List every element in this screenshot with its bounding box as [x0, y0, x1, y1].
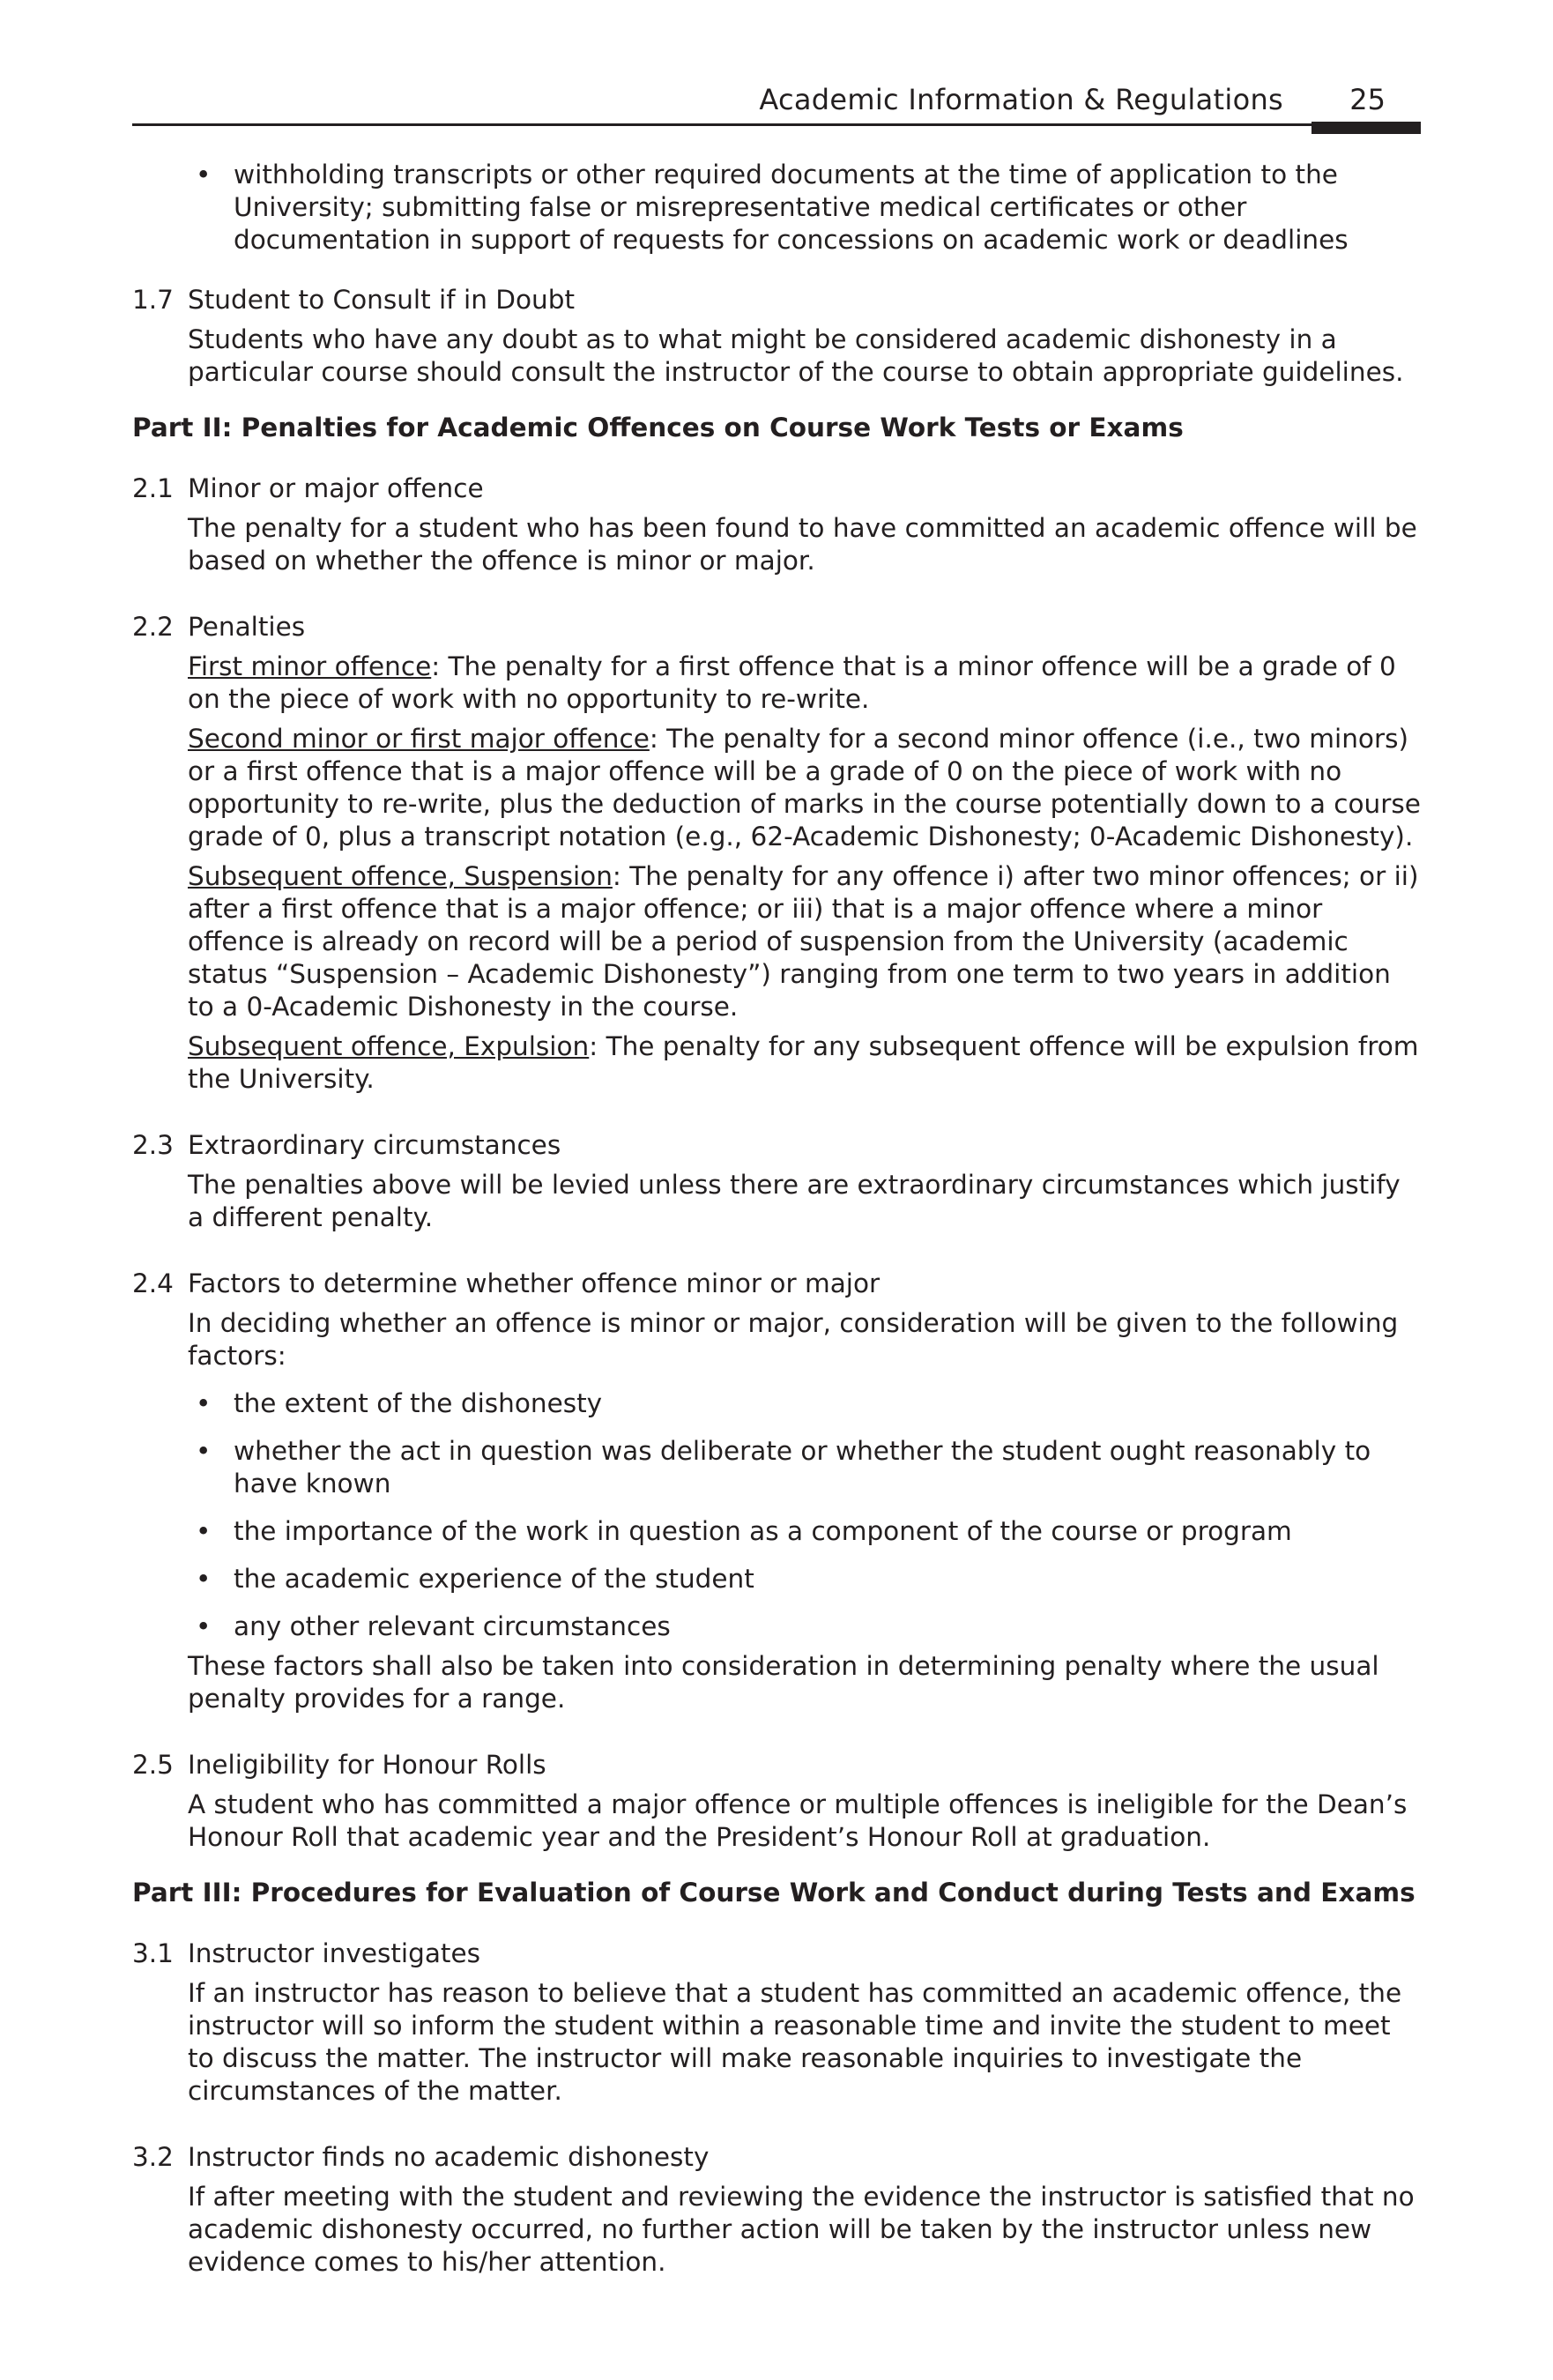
penalty-label: Subsequent offence, Suspension — [188, 861, 613, 891]
section-2-5-body: A student who has committed a major offence or multiple offences is ineligible for the Dean’s Honour Roll that academic year and the President’s Honour Roll at graduation. — [188, 1789, 1408, 1852]
section-number: 3.2 — [132, 2142, 174, 2172]
header-title: Academic Information & Regulations — [759, 83, 1283, 116]
section-2-4-outro: These factors shall also be taken into consideration in determining penalty where the usual penalty provides for a range. — [188, 1651, 1379, 1714]
section-number: 2.3 — [132, 1130, 174, 1160]
section-1-7-heading — [132, 284, 1421, 316]
penalty-label: First minor offence — [188, 651, 432, 681]
running-header — [132, 78, 1421, 126]
list-item-text: withholding transcripts or other required documents at the time of application to the University; submitting false or misrepresentative medical certificates or other documentation in support of requests for concessions on academic work or deadlines — [234, 160, 1349, 255]
section-2-3-heading — [132, 1129, 1421, 1162]
section-number: 2.2 — [132, 612, 174, 642]
section-3-1-body: If an instructor has reason to believe that a student has committed an academic offence, the instructor will so inform the student within a reasonable time and invite the student to meet to discuss the matter. The instructor will make reasonable inquiries to investigate the circumstances of the matter. — [188, 1978, 1402, 2106]
list-item-text: the academic experience of the student — [234, 1564, 754, 1594]
bullet-icon: • — [196, 1436, 212, 1466]
section-title: Instructor investigates — [188, 1938, 481, 1968]
list-item-text: whether the act in question was deliberate or whether the student ought reasonably to have known — [234, 1436, 1371, 1499]
penalty-text: : The penalty for any subsequent offence will be expulsion from the University. — [188, 1031, 1419, 1094]
list-item — [132, 1435, 1421, 1500]
penalty-suspension — [132, 860, 1421, 1023]
bullet-icon: • — [196, 1611, 212, 1641]
list-item-text: the importance of the work in question as a component of the course or program — [234, 1516, 1292, 1546]
section-3-2-heading — [132, 2141, 1421, 2174]
list-item — [132, 159, 1421, 257]
section-title: Penalties — [188, 612, 306, 642]
penalty-second-minor — [132, 723, 1421, 853]
section-1-7-body: Students who have any doubt as to what might be considered academic dishonesty in a particular course should consult the instructor of the course to obtain appropriate guidelines. — [188, 324, 1404, 387]
list-item-text: the extent of the dishonesty — [234, 1388, 603, 1418]
penalty-first-minor — [132, 651, 1421, 716]
section-3-1-heading — [132, 1937, 1421, 1970]
bullet-icon: • — [196, 1388, 212, 1418]
section-2-5-heading — [132, 1749, 1421, 1781]
penalty-text: : The penalty for any offence i) after two minor offences; or ii) after a first offence that is a major offence; or iii) that is a major offence where a minor offence is already on record will be a period of suspension from the University (academic status “Suspension – Academic Dishonesty”) ranging from one term to two years in addition to a 0-Academic Dishonesty in the course. — [188, 861, 1419, 1022]
section-number: 2.5 — [132, 1750, 174, 1780]
section-2-1-body: The penalty for a student who has been found to have committed an academic offence will be based on whether the offence is minor or major. — [188, 513, 1417, 576]
penalty-label: Second minor or first major offence — [188, 724, 650, 754]
list-item — [132, 1515, 1421, 1548]
page-number: 25 — [1349, 83, 1386, 116]
section-2-4-intro: In deciding whether an offence is minor or major, consideration will be given to the following factors: — [188, 1308, 1399, 1371]
bullet-icon: • — [196, 1564, 212, 1594]
section-title: Extraordinary circumstances — [188, 1130, 561, 1160]
section-2-2-heading — [132, 611, 1421, 643]
page-body — [132, 159, 1421, 2286]
section-number: 1.7 — [132, 285, 174, 315]
section-3-2-body: If after meeting with the student and reviewing the evidence the instructor is satisfied that no academic dishonesty occurred, no further action will be taken by the instructor unless new evidence comes to his/her attention. — [188, 2182, 1415, 2277]
penalty-text: : The penalty for a first offence that is a minor offence will be a grade of 0 on the piece of work with no opportunity to re-write. — [188, 651, 1396, 714]
section-number: 2.1 — [132, 473, 174, 503]
bullet-icon: • — [196, 1516, 212, 1546]
penalty-label: Subsequent offence, Expulsion — [188, 1031, 590, 1061]
section-2-3-body: The penalties above will be levied unless there are extraordinary circumstances which justify a different penalty. — [188, 1170, 1401, 1232]
list-item-text: any other relevant circumstances — [234, 1611, 671, 1641]
header-rule-block — [1312, 122, 1421, 134]
section-number: 3.1 — [132, 1938, 174, 1968]
bullet-icon: • — [196, 160, 212, 190]
section-title: Factors to determine whether offence minor or major — [188, 1268, 881, 1298]
list-item — [132, 1610, 1421, 1643]
list-item — [132, 1387, 1421, 1420]
part-2-heading: Part II: Penalties for Academic Offences on Course Work Tests or Exams — [132, 413, 1184, 443]
list-item — [132, 1563, 1421, 1595]
section-number: 2.4 — [132, 1268, 174, 1298]
section-2-1-heading — [132, 472, 1421, 505]
section-title: Minor or major offence — [188, 473, 484, 503]
part-3-heading: Part III: Procedures for Evaluation of Course Work and Conduct during Tests and Exams — [132, 1878, 1416, 1908]
section-title: Instructor finds no academic dishonesty — [188, 2142, 710, 2172]
section-2-4-heading — [132, 1268, 1421, 1300]
section-title: Student to Consult if in Doubt — [188, 285, 576, 315]
penalty-expulsion — [132, 1030, 1421, 1096]
section-title: Ineligibility for Honour Rolls — [188, 1750, 546, 1780]
penalty-text: : The penalty for a second minor offence (i.e., two minors) or a first offence that is a major offence will be a grade of 0 on the piece of work with no opportunity to re-write, plus the deduction of marks in the course potentially down to a course grade of 0, plus a transcript notation (e.g., 62-Academic Dishonesty; 0-Academic Dishonesty). — [188, 724, 1421, 852]
